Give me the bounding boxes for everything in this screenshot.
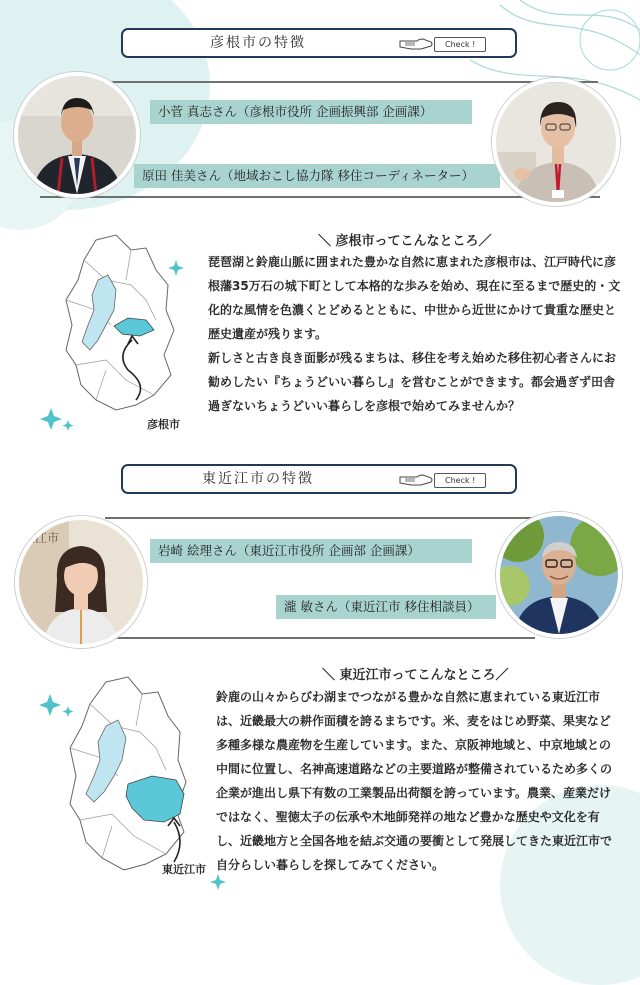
person-name-strip: 原田 佳美さん（地域おこし協力隊 移住コーディネーター）: [134, 164, 500, 188]
person-name-strip: 瀧 敏さん（東近江市 移住相談員）: [276, 595, 496, 619]
person-photo: [15, 516, 147, 648]
pointing-hand-icon: [399, 37, 433, 51]
section-subheading: ＼ 彦根市ってこんなところ／: [318, 234, 492, 249]
check-tag: Check !: [434, 37, 486, 52]
sparkle-icon: [168, 260, 184, 276]
section-subheading: ＼ 東近江市ってこんなところ／: [322, 668, 509, 683]
pointing-hand-icon: [399, 473, 433, 487]
divider-line: [105, 637, 535, 639]
section-body: [208, 250, 622, 418]
section-body: [216, 685, 620, 877]
section-title-bar: [121, 464, 517, 494]
map-label: 東近江市: [162, 863, 206, 876]
section-title: 東近江市の特徴: [202, 471, 314, 487]
body-paragraph: 鈴鹿の山々からびわ湖までつながる豊かな自然に恵まれている東近江市は、近畿最大の耕作面積を誇るまちです。米、麦をはじめ野菜、果実など多種多様な農産物を生産しています。また、京阪神地域と、中京地域との中間に位置し、名神高速道路などの主要道路が整備されているため多くの企業が進出し県下有数の工業製品出荷額を誇っています。農業、産業だけではなく、聖徳太子の伝承や木地師発祥の地など豊かな歴史や文化を有し、近畿地方と全国各地を結ぶ交通の要衝として発展してきた東近江市で自分らしい暮らしを探してみてください。: [216, 690, 613, 872]
body-paragraph: 琵琶湖と鈴鹿山脈に囲まれた豊かな自然に恵まれた彦根市は、江戸時代に彦根藩35万石の城下町として本格的な歩みを始め、現在に至るまで歴史的・文化的な風情を色濃くとどめるとともに、中世から近世にかけて貴重な歴史と歴史遺産が残ります。: [208, 255, 621, 341]
sparkle-icon: [63, 706, 74, 717]
check-tag: Check !: [434, 473, 486, 488]
person-name-strip: 小菅 真志さん（彦根市役所 企画振興部 企画課）: [150, 100, 472, 124]
sparkle-icon: [39, 694, 61, 716]
photo-sign-text: 近江市: [23, 531, 60, 545]
shiga-map-hikone: [36, 230, 196, 430]
divider-line: [105, 517, 535, 519]
body-paragraph: 新しさと古き良き面影が残るまちは、移住を考え始めた移住初心者さんにお勧めしたい『ちょうどいい暮らし』を営むことができます。都会過ぎず田舎過ぎないちょうどいい暮らしを彦根で始めてみませんか？: [208, 351, 617, 413]
person-photo: [492, 78, 620, 206]
sparkle-icon: [208, 872, 232, 896]
divider-line: [50, 81, 598, 83]
person-name-strip: 岩崎 絵理さん（東近江市役所 企画部 企画課）: [150, 539, 472, 563]
section-title: 彦根市の特徴: [210, 35, 306, 51]
person-photo: [496, 512, 622, 638]
section-title-bar: [121, 28, 517, 58]
sparkle-icon: [40, 408, 62, 430]
divider-line: [40, 196, 600, 198]
shiga-map-higashiomi: [36, 672, 206, 892]
map-label: 彦根市: [147, 418, 180, 431]
person-photo: [14, 72, 140, 198]
sparkle-icon: [63, 420, 74, 430]
